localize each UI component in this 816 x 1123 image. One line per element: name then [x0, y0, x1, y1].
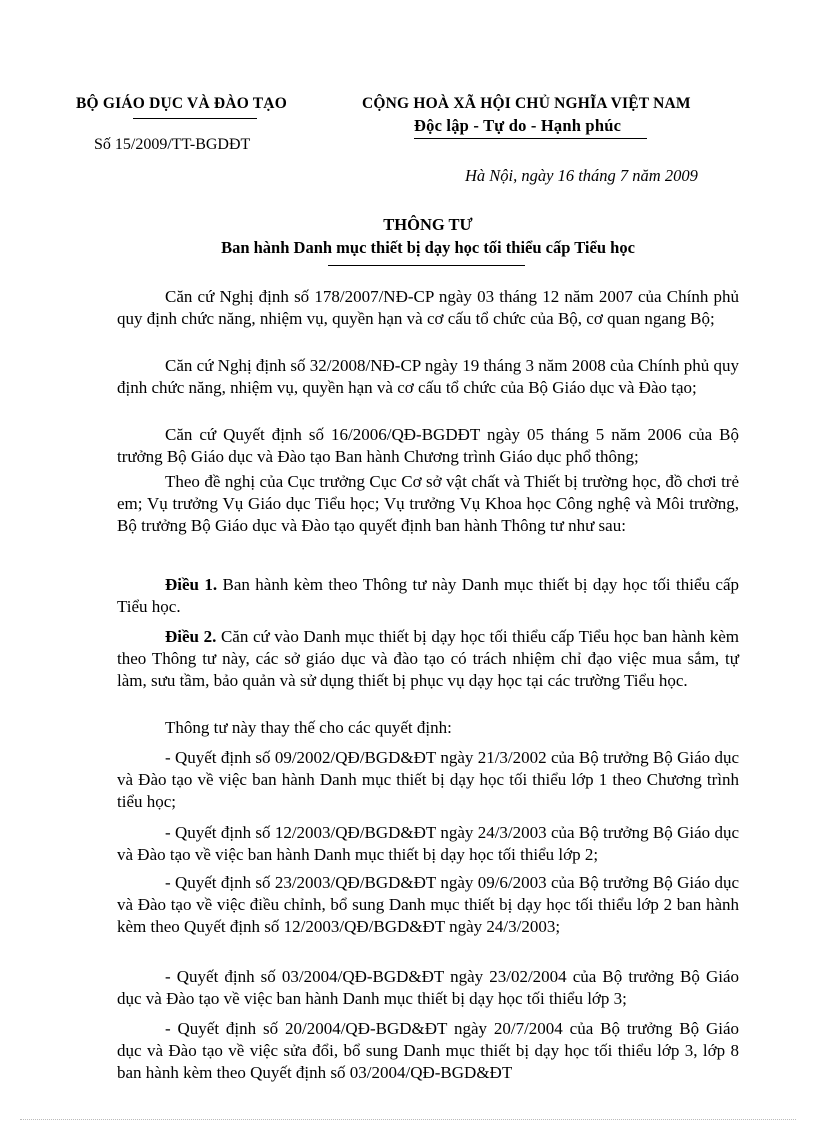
replaced-decision: - Quyết định số 09/2002/QĐ/BGD&ĐT ngày 21/3/2002 của Bộ trưởng Bộ Giáo dục và Đào tạo về việc ban hành Danh mục thiết bị dạy học tối thiểu lớp 1 theo Chương trình tiểu học; [117, 748, 739, 811]
replaced-decision: - Quyết định số 23/2003/QĐ/BGD&ĐT ngày 09/6/2003 của Bộ trưởng Bộ Giáo dục và Đào tạo về việc điều chỉnh, bổ sung Danh mục thiết bị dạy học tối thiểu lớp 2 ban hành kèm theo Quyết định số 12/2003/QĐ/BGD&ĐT ngày 24/3/2003; [117, 873, 739, 936]
country-name: CỘNG HOÀ XÃ HỘI CHỦ NGHĨA VIỆT NAM [362, 95, 691, 112]
preamble-paragraph: Căn cứ Quyết định số 16/2006/QĐ-BGDĐT ngày 05 tháng 5 năm 2006 của Bộ trưởng Bộ Giáo dục và Đào tạo Ban hành Chương trình Giáo dục phổ thông; [117, 425, 739, 466]
article-2-text: Căn cứ vào Danh mục thiết bị dạy học tối thiểu cấp Tiểu học ban hành kèm theo Thông tư này, các sở giáo dục và đào tạo có trách nhiệm chỉ đạo việc mua sắm, tự làm, sưu tầm, bảo quản và sử dụng thiết bị phục vụ dạy học tại các trường Tiểu học. [117, 627, 740, 690]
document-type: THÔNG TƯ [383, 215, 473, 234]
page-bottom-border [20, 1119, 796, 1120]
ministry-underline [133, 118, 257, 119]
date-line: Hà Nội, ngày 16 tháng 7 năm 2009 [465, 166, 698, 185]
preamble-paragraph: Căn cứ Nghị định số 178/2007/NĐ-CP ngày 03 tháng 12 năm 2007 của Chính phủ quy định chức năng, nhiệm vụ, quyền hạn và cơ cấu tổ chức của Bộ, cơ quan ngang Bộ; [117, 287, 739, 328]
title-underline [328, 265, 525, 266]
document-number: Số 15/2009/TT-BGDĐT [94, 136, 251, 153]
proposal-paragraph: Theo đề nghị của Cục trưởng Cục Cơ sở vật chất và Thiết bị trường học, đồ chơi trẻ em; Vụ trưởng Vụ Giáo dục Tiểu học; Vụ trưởng Vụ Khoa học Công nghệ và Môi trường, Bộ trưởng Bộ Giáo dục và Đào tạo quyết định ban hành Thông tư như sau: [117, 472, 739, 535]
article-2-label: Điều 2. [165, 627, 217, 646]
replacement-intro: Thông tư này thay thế cho các quyết định: [165, 718, 452, 737]
national-motto: Độc lập - Tự do - Hạnh phúc [414, 116, 622, 135]
replaced-decision: - Quyết định số 12/2003/QĐ/BGD&ĐT ngày 24/3/2003 của Bộ trưởng Bộ Giáo dục và Đào tạo về việc ban hành Danh mục thiết bị dạy học tối thiểu lớp 2; [117, 823, 739, 864]
document-subject: Ban hành Danh mục thiết bị dạy học tối thiểu cấp Tiểu học [221, 238, 635, 257]
ministry-name: BỘ GIÁO DỤC VÀ ĐÀO TẠO [76, 95, 287, 112]
replaced-decision: - Quyết định số 03/2004/QĐ-BGD&ĐT ngày 23/02/2004 của Bộ trưởng Bộ Giáo dục và Đào tạo về việc ban hành Danh mục thiết bị dạy học tối thiểu lớp 3; [117, 967, 739, 1008]
article-2 [117, 626, 739, 692]
article-1-text: Ban hành kèm theo Thông tư này Danh mục thiết bị dạy học tối thiểu cấp Tiểu học. [117, 575, 739, 616]
preamble-paragraph: Căn cứ Nghị định số 32/2008/NĐ-CP ngày 19 tháng 3 năm 2008 của Chính phủ quy định chức năng, nhiệm vụ, quyền hạn và cơ cấu tổ chức của Bộ Giáo dục và Đào tạo; [117, 356, 739, 397]
article-1 [117, 574, 739, 618]
article-1-label: Điều 1. [165, 575, 218, 594]
motto-underline [414, 138, 647, 139]
replaced-decision: - Quyết định số 20/2004/QĐ-BGD&ĐT ngày 20/7/2004 của Bộ trưởng Bộ Giáo dục và Đào tạo về việc sửa đổi, bổ sung Danh mục thiết bị dạy học tối thiểu lớp 3, lớp 8 ban hành kèm theo Quyết định số 03/2004/QĐ-BGD&ĐT [117, 1019, 739, 1082]
